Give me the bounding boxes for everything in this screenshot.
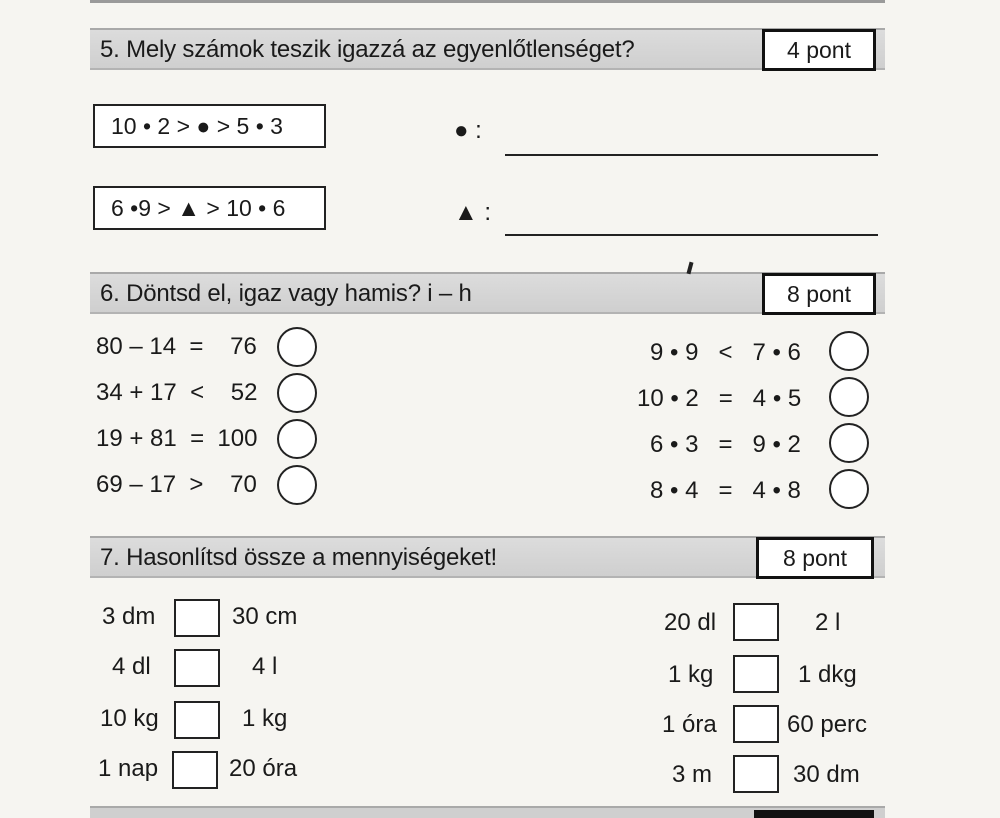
q7-left-4-a: 1 nap	[98, 755, 159, 782]
q5-inequality-2: 6 •9 > ▲ > 10 • 6	[93, 186, 326, 230]
q6-right-row-2: 10 • 2 = 4 • 5	[637, 385, 802, 412]
q7-right-2-a: 1 kg	[668, 661, 714, 688]
q5-inequality-1: 10 • 2 > ● > 5 • 3	[93, 104, 326, 148]
q5-title: 5. Mely számok teszik igazzá az egyenlőtlenséget?	[100, 36, 635, 63]
q6-left-row-1: 80 – 14 = 76	[96, 333, 257, 360]
q7-title: 7. Hasonlítsd össze a mennyiségeket!	[100, 544, 498, 571]
q7-left-compare-box-3[interactable]	[174, 701, 220, 739]
q7-left-3-b: 1 kg	[242, 705, 288, 732]
q7-right-3-a: 1 óra	[662, 711, 717, 738]
q7-left-2-b: 4 l	[252, 653, 278, 680]
q5-triangle-label: ▲ :	[454, 199, 492, 226]
q6-left-answer-circle-3[interactable]	[277, 419, 317, 459]
q7-left-2-a: 4 dl	[112, 653, 151, 680]
q7-right-2-b: 1 dkg	[798, 661, 857, 688]
q6-right-answer-circle-1[interactable]	[829, 331, 869, 371]
q7-right-compare-box-2[interactable]	[733, 655, 779, 693]
q7-right-4-a: 3 m	[672, 761, 713, 788]
q7-left-compare-box-4[interactable]	[172, 751, 218, 789]
q5-header	[90, 28, 885, 70]
q6-header	[90, 272, 885, 314]
q6-left-row-3: 19 + 81 = 100	[96, 425, 258, 452]
q7-right-compare-box-1[interactable]	[733, 603, 779, 641]
q7-right-compare-box-3[interactable]	[733, 705, 779, 743]
q7-left-1-a: 3 dm	[102, 603, 156, 630]
q7-left-1-b: 30 cm	[232, 603, 298, 630]
q5-points: 4 pont	[762, 29, 876, 71]
next-question-points-box	[754, 810, 874, 818]
q6-left-answer-circle-2[interactable]	[277, 373, 317, 413]
q7-points: 8 pont	[756, 537, 874, 579]
q7-right-compare-box-4[interactable]	[733, 755, 779, 793]
q7-left-compare-box-1[interactable]	[174, 599, 220, 637]
q6-left-row-2: 34 + 17 < 52	[96, 379, 258, 406]
q6-right-row-1: 9 • 9 < 7 • 6	[650, 339, 801, 366]
q6-right-row-4: 8 • 4 = 4 • 8	[650, 477, 801, 504]
q7-left-3-a: 10 kg	[100, 705, 159, 732]
q6-points: 8 pont	[762, 273, 876, 315]
q7-left-compare-box-2[interactable]	[174, 649, 220, 687]
q6-left-answer-circle-4[interactable]	[277, 465, 317, 505]
q7-right-4-b: 30 dm	[793, 761, 860, 788]
top-divider	[90, 0, 885, 3]
q7-left-4-b: 20 óra	[229, 755, 298, 782]
q6-right-row-3: 6 • 3 = 9 • 2	[650, 431, 801, 458]
q7-right-3-b: 60 perc	[787, 711, 868, 738]
q6-left-row-4: 69 – 17 > 70	[96, 471, 257, 498]
q5-circle-label: ● :	[454, 117, 482, 144]
q7-right-1-b: 2 l	[815, 609, 841, 636]
q5-answer-line-2[interactable]	[505, 234, 878, 236]
q7-right-1-a: 20 dl	[664, 609, 717, 636]
q7-header	[90, 536, 885, 578]
q6-right-answer-circle-2[interactable]	[829, 377, 869, 417]
q6-title: 6. Döntsd el, igaz vagy hamis? i – h	[100, 280, 472, 307]
q6-left-answer-circle-1[interactable]	[277, 327, 317, 367]
q5-answer-line-1[interactable]	[505, 154, 878, 156]
q6-right-answer-circle-3[interactable]	[829, 423, 869, 463]
q6-right-answer-circle-4[interactable]	[829, 469, 869, 509]
